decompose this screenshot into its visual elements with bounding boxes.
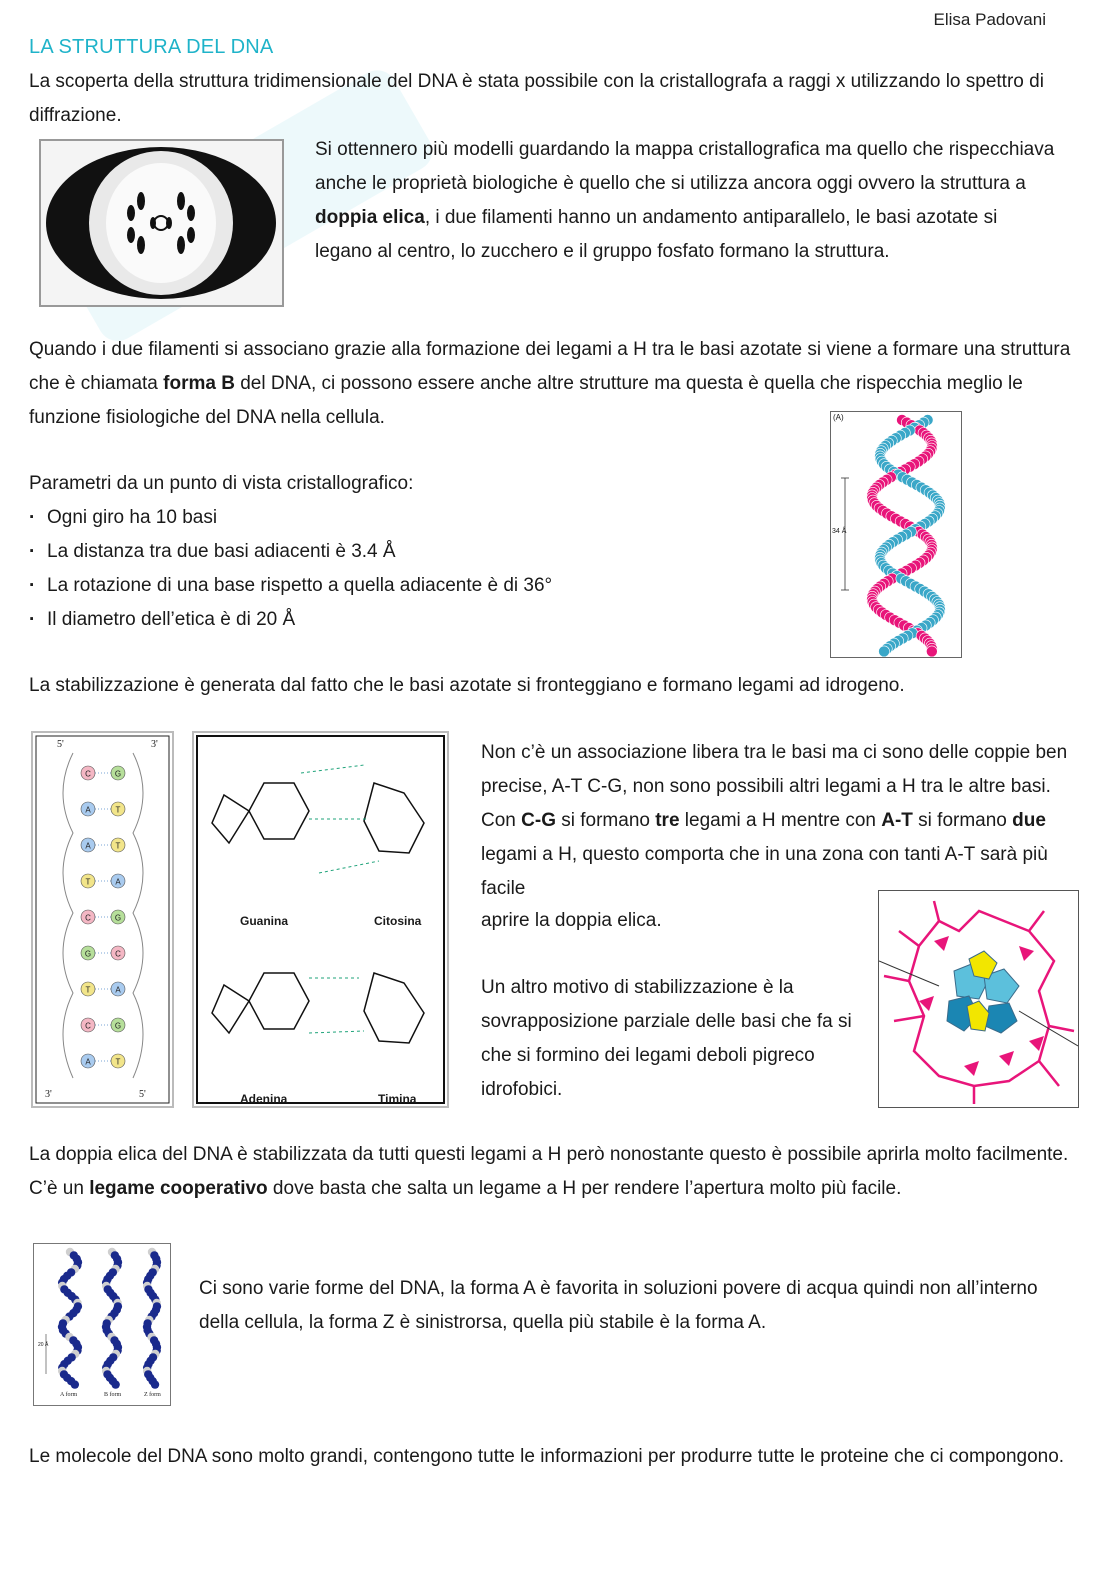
pairs-paragraph-end: aprire la doppia elica. <box>481 910 662 931</box>
ladder-bottom-right: 5' <box>139 1089 146 1100</box>
base-letter: G <box>114 913 122 923</box>
params-list <box>29 501 552 637</box>
pairs-text: legami a H mentre con <box>679 810 882 831</box>
ladder-top-left: 5' <box>57 739 64 750</box>
list-item: · La rotazione di una base rispetto a quella adiacente è di 36° <box>29 569 552 603</box>
page-title: LA STRUTTURA DEL DNA <box>29 36 274 58</box>
pairs-bold: A-T <box>881 810 913 831</box>
base-letter: C <box>115 949 121 959</box>
list-item: · Ogni giro ha 10 basi <box>29 501 552 535</box>
base-stacking-image <box>878 890 1079 1108</box>
dna-forms-image <box>33 1243 171 1406</box>
base-letter: A <box>115 877 121 887</box>
diffraction-pattern-image <box>39 139 284 307</box>
form-b-label: B form <box>104 1392 122 1398</box>
models-text-c: , i due filamenti hanno un andamento antiparallelo, le basi azotate si legano al centro, lo zucchero e il gruppo fosfato formano la struttura. <box>315 207 998 262</box>
base-letter: A <box>85 805 91 815</box>
base-letter: A <box>115 985 121 995</box>
cooperative-paragraph <box>29 1138 1079 1206</box>
coop-text-bold: legame cooperativo <box>89 1178 268 1199</box>
atom-bead <box>151 1380 159 1388</box>
intro-paragraph: La scoperta della struttura tridimensionale del DNA è stata possibile con la cristallografa a raggi x utilizzando lo spettro di diffrazione. <box>29 71 1044 126</box>
pairs-text: si formano <box>912 810 1013 831</box>
base-pairing-structures-image <box>192 731 449 1108</box>
pairs-bold: C-G <box>521 810 556 831</box>
pairs-bold: due <box>1012 810 1046 831</box>
ladder-top-right: 3' <box>151 739 158 750</box>
formb-text-a: Quando i due filamenti si associano grazie alla formazione dei legami a H tra le basi azotate si viene a formare una struttura che è chiamata <box>29 339 1071 394</box>
base-letter: T <box>115 1057 121 1067</box>
pairs-text: Non c’è un associazione libera tra le basi ma ci sono delle coppie ben precise, A-T C-G, non sono possibili altri legami a H tra le altre basi. Con <box>481 742 1068 831</box>
helix-panel-label: (A) <box>833 413 844 422</box>
list-item: · Il diametro dell’etica è di 20 Å <box>29 603 552 637</box>
coop-text-a: La doppia elica del DNA è stabilizzata da tutti questi legami a H però nonostante questo è possibile aprirla molto facilmente. C’è un <box>29 1144 1069 1199</box>
base-letter: A <box>85 841 91 851</box>
stacking-paragraph: Un altro motivo di stabilizzazione è la sovrapposizione parziale delle basi che fa si che si formino dei legami deboli pigreco idrofobici. <box>481 977 852 1100</box>
pairs-bold: tre <box>655 810 680 831</box>
b-form-helix-image <box>830 411 962 658</box>
list-item: · La distanza tra due basi adiacenti è 3.4 Å <box>29 535 552 569</box>
models-paragraph <box>315 133 1055 269</box>
form-a-label: A form <box>60 1392 78 1398</box>
label-adenina: Adenina <box>240 1092 288 1106</box>
forms-scale-label: 20 Å <box>38 1342 49 1348</box>
formb-text-bold: forma B <box>163 373 235 394</box>
form-z-label: Z form <box>144 1392 161 1398</box>
label-guanina: Guanina <box>240 914 289 928</box>
base-letter: G <box>114 769 122 779</box>
pairs-text: legami a H, questo comporta che in una zona con tanti A-T sarà più facile <box>481 844 1048 899</box>
base-letter: T <box>115 841 121 851</box>
base-letter: G <box>84 949 92 959</box>
pairs-paragraph <box>481 736 1081 906</box>
models-text-a: Si ottennero più modelli guardando la mappa cristallografica ma quello che rispecchiava anche le proprietà biologiche è quello che si utilizza ancora oggi ovvero la struttura a <box>315 139 1055 194</box>
closing-paragraph: Le molecole del DNA sono molto grandi, contengono tutte le informazioni per produrre tutte le proteine che ci compongono. <box>29 1446 1065 1467</box>
helix-pitch-label: 34 Å <box>832 528 847 535</box>
stabilization-paragraph: La stabilizzazione è generata dal fatto che le basi azotate si fronteggiano e formano legami ad idrogeno. <box>29 675 905 696</box>
formb-text-c: del DNA, ci possono essere anche altre strutture ma questa è quella che rispecchia meglio le funzione fisiologiche del DNA nella cellula. <box>29 373 1023 428</box>
base-letter: G <box>114 1021 122 1031</box>
base-letter: T <box>115 805 121 815</box>
base-letter: T <box>85 877 91 887</box>
atom-bead <box>111 1380 119 1388</box>
base-letter: C <box>85 913 91 923</box>
coop-text-c: dove basta che salta un legame a H per rendere l’apertura molto più facile. <box>267 1178 902 1199</box>
label-timina: Timina <box>378 1092 417 1106</box>
label-citosina: Citosina <box>374 914 422 928</box>
forms-paragraph: Ci sono varie forme del DNA, la forma A è favorita in soluzioni povere di acqua quindi non all’interno della cellula, la forma Z è sinistrorsa, quella più stabile è la forma A. <box>199 1278 1038 1333</box>
atom-bead <box>71 1380 79 1388</box>
params-title: Parametri da un punto di vista cristallografico: <box>29 473 414 494</box>
base-letter: A <box>85 1057 91 1067</box>
base-pair-ladder-image <box>31 731 174 1108</box>
ladder-bottom-left: 3' <box>45 1089 52 1100</box>
models-text-bold: doppia elica <box>315 207 425 228</box>
base-letter: C <box>85 1021 91 1031</box>
pairs-text: si formano <box>555 810 656 831</box>
author-name: Elisa Padovani <box>933 10 1046 29</box>
base-letter: C <box>85 769 91 779</box>
base-letter: T <box>85 985 91 995</box>
